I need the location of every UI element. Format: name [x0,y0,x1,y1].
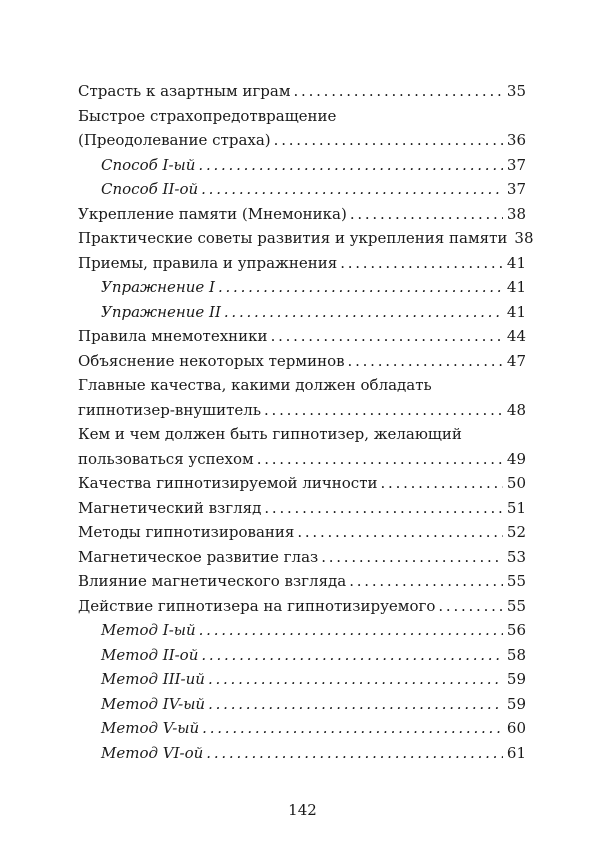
dot-leader [264,496,503,521]
toc-entry [78,373,526,398]
toc-entry-page: 35 [506,82,526,100]
dot-leader [202,716,503,741]
toc-entry [78,104,526,129]
toc-entry-page: 41 [506,253,526,272]
toc-entry-title: Способ I-ый [101,155,196,174]
toc-entry-page: 48 [506,400,526,419]
toc-subentry [78,153,526,178]
toc-entry-title: Метод IV-ый [101,694,206,713]
toc-entry-title: Магнетическое развитие глаз [78,547,319,566]
toc-entry [78,545,526,570]
toc-entry-page: 41 [506,302,526,321]
toc-entry-title: Качества гипнотизируемой личности [78,474,378,492]
dot-leader [349,569,503,594]
toc-entry-title: Метод VI-ой [101,743,204,762]
toc-entry-title: Объяснение некоторых терминов [78,351,345,370]
toc-entry-page: 53 [506,547,526,566]
toc-entry-page: 44 [506,327,526,345]
toc-entry-page: 59 [506,694,526,713]
toc-entry-title: пользоваться успехом [78,449,254,468]
toc-entry [78,349,526,374]
toc-entry-title: Упражнение II [101,302,221,321]
toc-entry-page: 47 [506,351,526,370]
toc-entry-title: Главные качества, какими должен обладать [78,376,432,394]
dot-leader [340,251,503,276]
toc-entry [78,471,526,496]
toc-entry-title: Действие гипнотизера на гипнотизируемого [78,596,436,615]
toc-entry-title: (Преодолевание страха) [78,131,271,149]
dot-leader [201,177,503,202]
toc-subentry [78,692,526,717]
toc-entry-title: Правила мнемотехники [78,327,268,345]
toc-entry [78,226,534,251]
toc-entry-page: 37 [506,180,526,198]
dot-leader [438,594,503,619]
toc-entry [78,79,526,104]
toc-entry-title: Кем и чем должен быть гипнотизер, желающий [78,425,462,443]
toc-entry-title: Метод I-ый [101,621,196,639]
dot-leader [297,520,503,545]
toc-entry [78,520,526,545]
toc-entry [78,398,526,423]
toc-entry-title: Приемы, правила и упражнения [78,253,338,272]
toc-entry-page: 58 [506,645,526,664]
dot-leader [264,398,503,423]
dot-leader [294,79,503,104]
dot-leader [198,153,503,178]
toc-subentry [78,741,526,766]
dot-leader [348,349,503,374]
toc-entry-page: 61 [506,743,526,762]
dot-leader [381,471,503,496]
toc-entry-page: 38 [506,204,526,223]
table-of-contents [78,79,534,765]
toc-entry-page: 51 [506,498,526,517]
toc-entry-title: Метод III-ий [101,670,205,688]
dot-leader [271,324,503,349]
toc-entry-page: 56 [506,621,526,639]
toc-entry [78,496,526,521]
toc-entry-page: 60 [506,719,526,737]
dot-leader [201,643,503,668]
dot-leader [224,300,503,325]
toc-subentry [78,716,526,741]
toc-entry-page: 50 [506,474,526,492]
toc-entry-title: Магнетический взгляд [78,498,262,517]
toc-entry [78,594,526,619]
toc-entry-title: Методы гипнотизирования [78,523,295,541]
toc-entry-title: Метод V-ый [101,719,200,737]
toc-entry [78,422,526,447]
dot-leader [208,667,503,692]
dot-leader [199,618,503,643]
dot-leader [218,275,503,300]
toc-entry [78,324,526,349]
dot-leader [206,741,503,766]
toc-entry-title: Практические советы развития и укрепления памяти [78,229,508,247]
dot-leader [350,202,503,227]
toc-entry-page: 59 [506,670,526,688]
dot-leader [208,692,503,717]
toc-entry-page: 55 [506,596,526,615]
dot-leader [257,447,503,472]
toc-entry-page: 37 [506,155,526,174]
toc-entry-title: Страсть к азартным играм [78,82,291,100]
toc-subentry [78,177,526,202]
toc-entry-title: Влияние магнетического взгляда [78,572,347,590]
toc-entry-page: 49 [506,449,526,468]
toc-entry-title: Быстрое страхопредотвращение [78,106,337,125]
toc-entry-page: 55 [506,572,526,590]
toc-entry-page: 38 [514,229,534,247]
dot-leader [321,545,503,570]
toc-entry-title: Метод II-ой [101,645,199,664]
toc-entry-page: 41 [506,278,526,296]
toc-entry-title: гипнотизер-внушитель [78,400,261,419]
toc-subentry [78,275,526,300]
toc-entry [78,128,526,153]
toc-entry [78,202,526,227]
toc-entry-title: Укрепление памяти (Мнемоника) [78,204,347,223]
toc-entry [78,447,526,472]
toc-entry-title: Способ II-ой [101,180,199,198]
toc-subentry [78,618,526,643]
toc-entry-page: 36 [506,131,526,149]
toc-entry-title: Упражнение I [101,278,215,296]
toc-subentry [78,643,526,668]
toc-entry [78,569,526,594]
toc-entry-page: 52 [506,523,526,541]
toc-entry [78,251,526,276]
dot-leader [274,128,503,153]
page-number: 142 [288,801,317,819]
toc-subentry [78,667,526,692]
toc-subentry [78,300,526,325]
